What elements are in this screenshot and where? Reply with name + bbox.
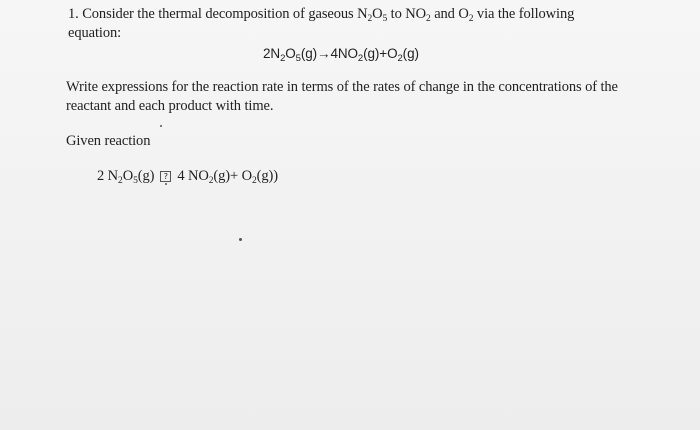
equation-part: (g) <box>137 168 155 184</box>
subscript: 5 <box>295 53 301 64</box>
instruction-line-2: reactant and each product with time. <box>66 98 274 114</box>
subscript: 2 <box>357 53 364 64</box>
equation-part: (g) <box>402 46 419 61</box>
subscript: 2 <box>280 53 286 64</box>
question-line-1 <box>68 5 574 23</box>
missing-glyph-icon: ? <box>160 171 171 182</box>
equation-part: 2 N <box>97 168 119 184</box>
subscript: 2 <box>208 176 214 186</box>
subscript: 2 <box>397 53 403 64</box>
dust-speck <box>160 125 162 127</box>
dust-speck <box>239 238 242 241</box>
equation-part: (g)+ O <box>213 168 253 184</box>
subscript: 2 <box>252 176 257 186</box>
reaction-equation-1 <box>263 45 419 63</box>
question-text-part: O <box>372 6 383 22</box>
equation-part: O <box>285 46 296 61</box>
equation-part: 2N <box>263 46 281 61</box>
subscript: 5 <box>382 14 388 24</box>
dust-speck <box>165 183 167 185</box>
subscript: 2 <box>468 14 474 24</box>
subscript: 2 <box>118 176 123 186</box>
equation-part: O <box>122 168 134 184</box>
equation-part: (g)→4NO <box>300 46 358 61</box>
equation-part: 4 NO <box>177 168 209 184</box>
question-text-part: to NO <box>387 6 427 22</box>
equation-part: (g)+O <box>363 46 398 61</box>
subscript: 2 <box>426 14 431 24</box>
question-text-prefix: 1. Consider the thermal decomposition of gaseous N <box>68 6 368 22</box>
instruction-line-1: Write expressions for the reaction rate in terms of the rates of change in the concentrations of the <box>66 79 618 95</box>
equation-part: (g)) <box>256 168 279 184</box>
question-text-suffix: via the following <box>473 6 575 22</box>
subscript: 2 <box>367 14 373 24</box>
question-line-2: equation: <box>68 25 122 41</box>
given-reaction-label: Given reaction <box>66 133 151 149</box>
reaction-equation-2 <box>97 167 278 185</box>
question-text-part: and O <box>430 6 469 22</box>
subscript: 5 <box>133 176 138 186</box>
